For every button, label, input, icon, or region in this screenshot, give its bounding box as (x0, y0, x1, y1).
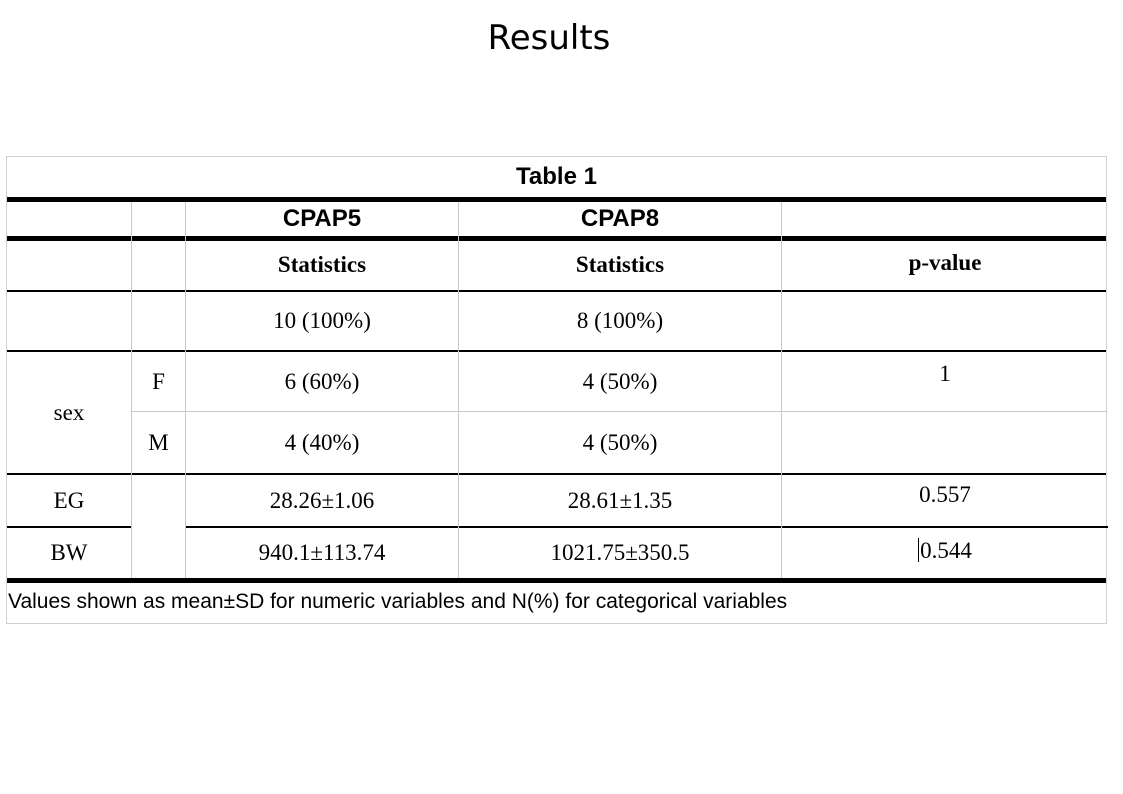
rule-bottom (7, 578, 1106, 583)
results-table (6, 156, 1107, 624)
bw-pvalue: 0.544 (920, 538, 972, 563)
total-cpap8: 8 (100%) (576, 308, 664, 333)
sex-m-cpap5: 4 (40%) (284, 430, 360, 455)
table-footnote: Values shown as mean±SD for numeric variables and N(%) for categorical variables (8, 590, 788, 613)
stat-header-cpap8: Statistics (575, 252, 665, 277)
bw-pvalue-cell[interactable] (782, 533, 1108, 569)
bw-cpap8: 1021.75±350.5 (550, 540, 690, 565)
stat-header-cpap5: Statistics (277, 252, 367, 277)
row-label-f: F (152, 369, 165, 394)
sex-pvalue: 1 (939, 361, 951, 386)
bw-cpap5: 940.1±113.74 (258, 540, 386, 565)
total-cpap5: 10 (100%) (273, 308, 371, 333)
row-label-eg: EG (53, 488, 85, 513)
eg-pvalue: 0.557 (919, 482, 971, 507)
table-title: Table 1 (516, 163, 597, 190)
text-cursor (918, 538, 919, 562)
row-label-bw: BW (50, 540, 88, 565)
sex-f-cpap8: 4 (50%) (582, 369, 658, 394)
header-cpap8: CPAP8 (580, 205, 660, 232)
pvalue-header: p-value (908, 250, 982, 275)
row-label-m: M (148, 430, 169, 455)
slide-title: Results (487, 18, 611, 58)
header-cpap5: CPAP5 (282, 205, 362, 232)
sex-f-cpap5: 6 (60%) (284, 369, 360, 394)
eg-cpap8: 28.61±1.35 (567, 488, 673, 513)
sex-m-cpap8: 4 (50%) (582, 430, 658, 455)
eg-cpap5: 28.26±1.06 (269, 488, 375, 513)
row-label-sex: sex (53, 400, 85, 425)
